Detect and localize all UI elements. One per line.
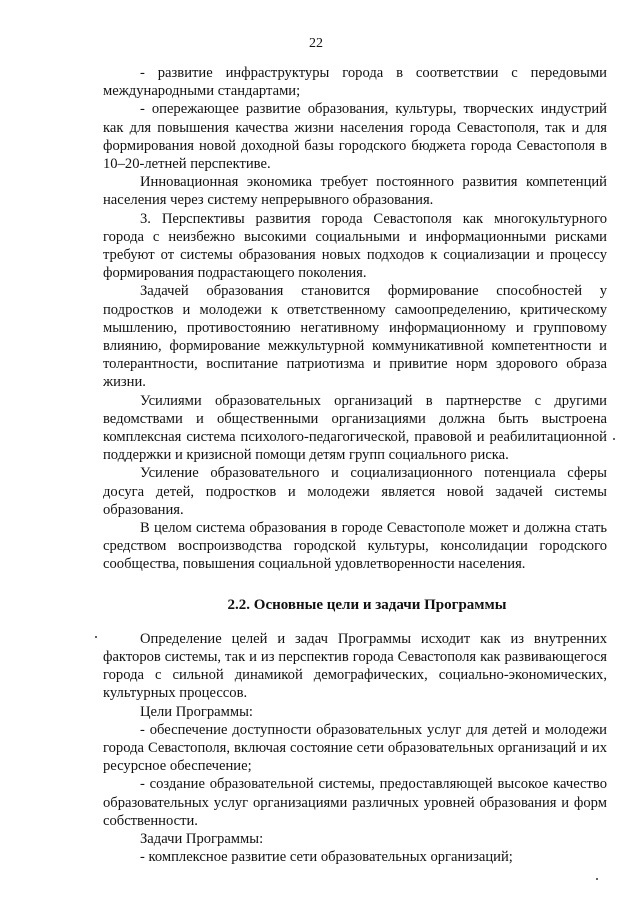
scan-speck xyxy=(613,438,615,440)
scan-speck xyxy=(596,878,598,880)
paragraph: Инновационная экономика требует постоянного развития компетенций населения через систему непрерывного образования. xyxy=(103,174,607,209)
paragraph: Усилиями образовательных организаций в партнерстве с другими ведомствами и общественными организациями должна быть выстроена комплексная система психолого-педагогической, правовой и реабилитационной поддержки и кризисной помощи детям групп социального риска. xyxy=(103,392,607,464)
scan-speck xyxy=(95,636,97,638)
paragraph: Задачи Программы: xyxy=(140,830,264,847)
page-body xyxy=(103,64,607,866)
paragraph: - развитие инфраструктуры города в соответствии с передовыми международными стандартами; xyxy=(103,65,607,100)
paragraph: - комплексное развитие сети образовательных организаций; xyxy=(140,849,513,866)
section-heading: 2.2. Основные цели и задачи Программы xyxy=(227,596,507,613)
paragraph: - создание образовательной системы, предоставляющей высокое качество образовательных услуг организациями различных уровней образования и форм собственности. xyxy=(103,776,607,829)
paragraph: - опережающее развитие образования, культуры, творческих индустрий как для повышения качества жизни населения города Севастополя, так и для формирования новой доходной базы городского бюджета города Севастополя в 10–20-летней перспективе. xyxy=(103,101,607,173)
paragraph: - обеспечение доступности образовательных услуг для детей и молодежи города Севастополя, включая состояние сети образовательных организаций и их ресурсное обеспечение; xyxy=(103,721,607,775)
paragraph: В целом система образования в городе Севастополе может и должна стать средством воспроизводства городской культуры, консолидации городского сообщества, повышения социальной удовлетворенности населения. xyxy=(103,520,607,573)
page-number: 22 xyxy=(309,36,323,51)
paragraph: 3. Перспективы развития города Севастополя как многокультурного города с неизбежно высокими социальными и информационными рисками требуют от системы образования новых подходов к социализации и процессу формирования подрастающего поколения. xyxy=(103,210,607,282)
paragraph: Усиление образовательного и социализационного потенциала сферы досуга детей, подростков и молодежи является новой задачей системы образования. xyxy=(103,465,607,518)
paragraph: Определение целей и задач Программы исходит как из внутренних факторов системы, так и из перспектив города Севастополя как развивающегося города с сильной динамикой демографических, социально-экономических, культурных процессов. xyxy=(103,630,607,702)
paragraph: Цели Программы: xyxy=(140,703,253,720)
paragraph: Задачей образования становится формирование способностей у подростков и молодежи к ответственному самоопределению, критическому мышлению, противостоянию негативному информационному и групповому влиянию, формирование межкультурной коммуникативной компетентности и толерантности, воспитание патриотизма и привитие норм здорового образа жизни. xyxy=(103,283,607,391)
